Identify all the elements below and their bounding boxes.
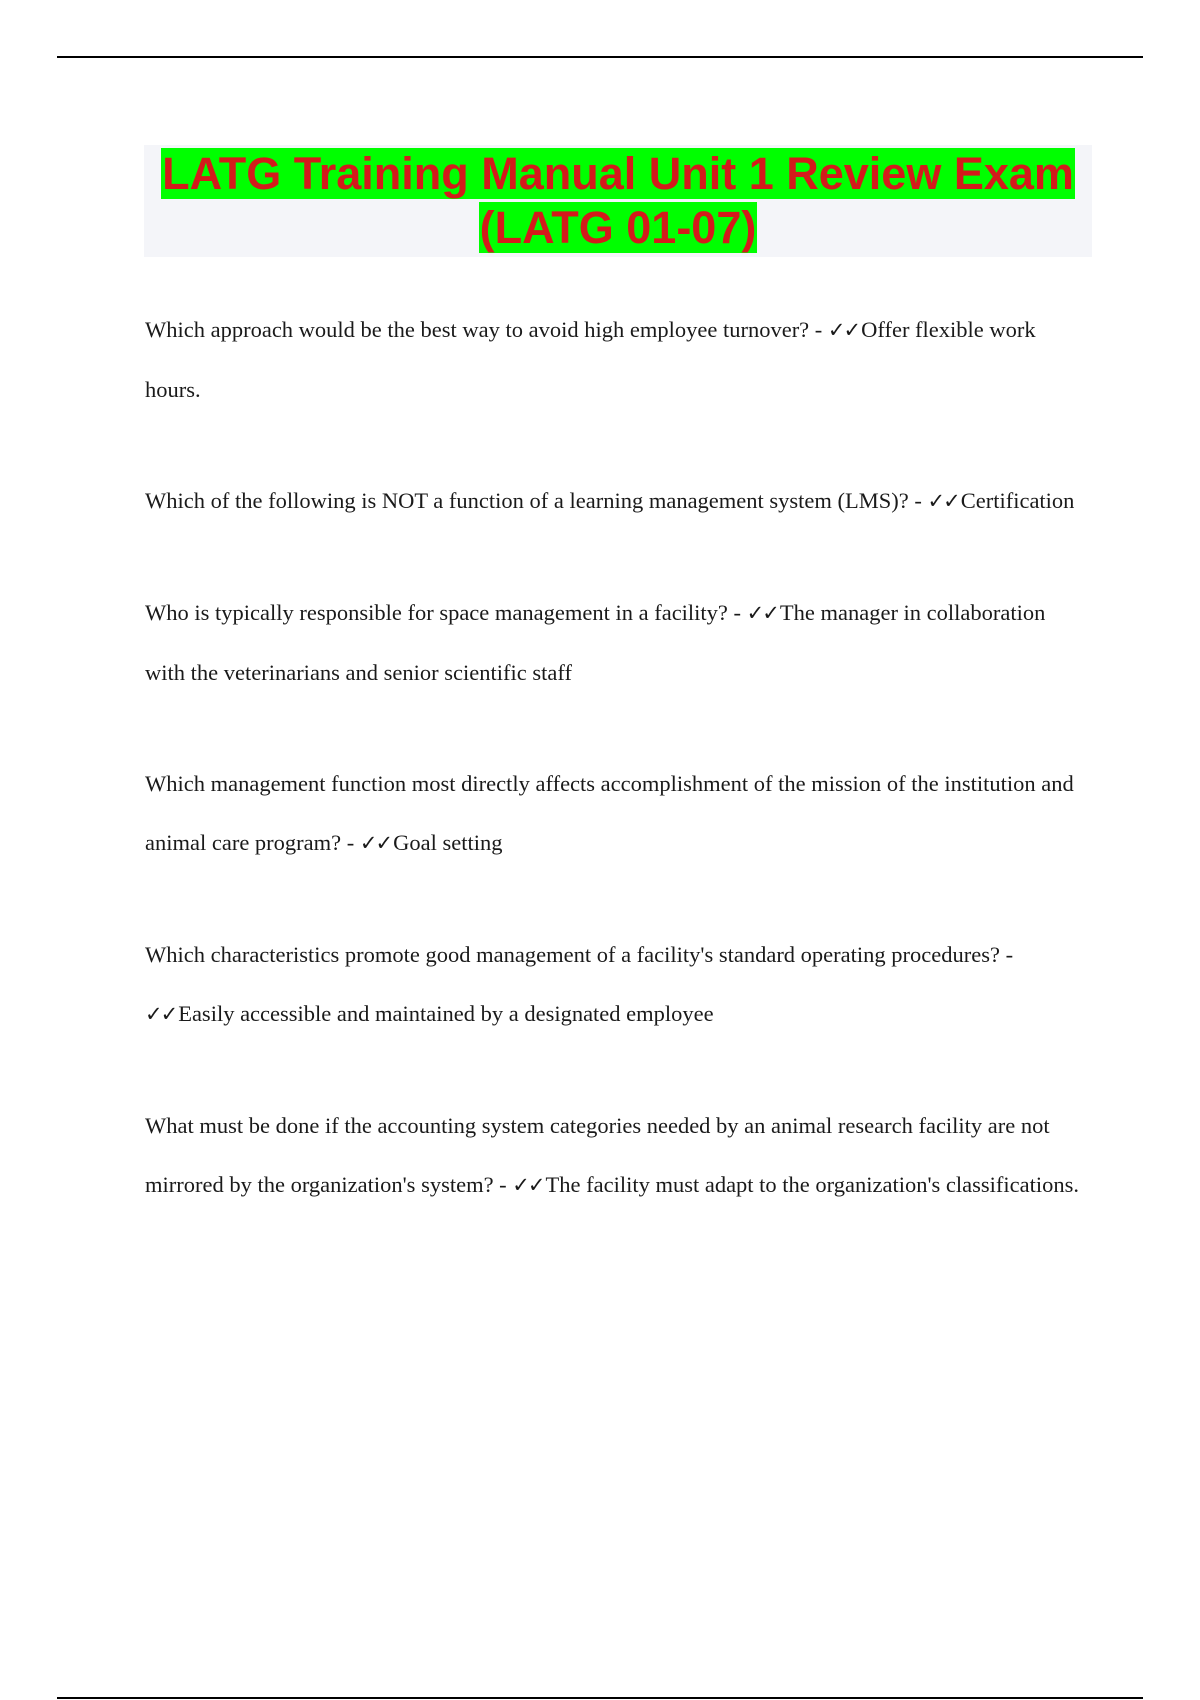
question-text: What must be done if the accounting system categories needed by an animal research facility are not mirrored by the organization's system? -: [145, 1113, 1050, 1197]
answer-text: Certification: [960, 488, 1075, 513]
question-text: Who is typically responsible for space management in a facility? -: [145, 600, 747, 625]
answer-text: Offer flexible work hours.: [145, 317, 1036, 402]
qa-item: [145, 583, 1090, 702]
double-check-icon: ✓✓: [927, 489, 959, 513]
answer-text: The manager in collaboration with the veterinarians and senior scientific staff: [145, 600, 1046, 685]
top-rule: [57, 56, 1143, 58]
title-highlight: LATG Training Manual Unit 1 Review Exam (LATG 01-07): [162, 148, 1074, 253]
bottom-rule: [57, 1697, 1143, 1699]
answer-text: The facility must adapt to the organization's classifications.: [545, 1172, 1079, 1197]
answer-text: Easily accessible and maintained by a designated employee: [178, 1001, 714, 1026]
question-text: Which management function most directly affects accomplishment of the mission of the institution and animal care program? -: [145, 771, 1074, 855]
answer-text: Goal setting: [393, 830, 503, 855]
question-text: Which characteristics promote good management of a facility's standard operating procedures? -: [145, 942, 1014, 967]
question-text: Which approach would be the best way to avoid high employee turnover? -: [145, 317, 828, 342]
qa-item: [145, 471, 1090, 531]
qa-item: [145, 300, 1090, 419]
question-text: Which of the following is NOT a function of a learning management system (LMS)? -: [145, 488, 928, 513]
qa-item: [145, 925, 1090, 1044]
qa-list: [145, 300, 1090, 1267]
title-banner: [144, 145, 1092, 257]
double-check-icon: ✓✓: [145, 1002, 177, 1026]
double-check-icon: ✓✓: [512, 1173, 544, 1197]
page-title: [144, 145, 1092, 255]
qa-item: [145, 754, 1090, 873]
double-check-icon: ✓✓: [827, 318, 860, 342]
qa-item: [145, 1096, 1090, 1215]
double-check-icon: ✓✓: [746, 601, 778, 625]
double-check-icon: ✓✓: [359, 831, 392, 855]
